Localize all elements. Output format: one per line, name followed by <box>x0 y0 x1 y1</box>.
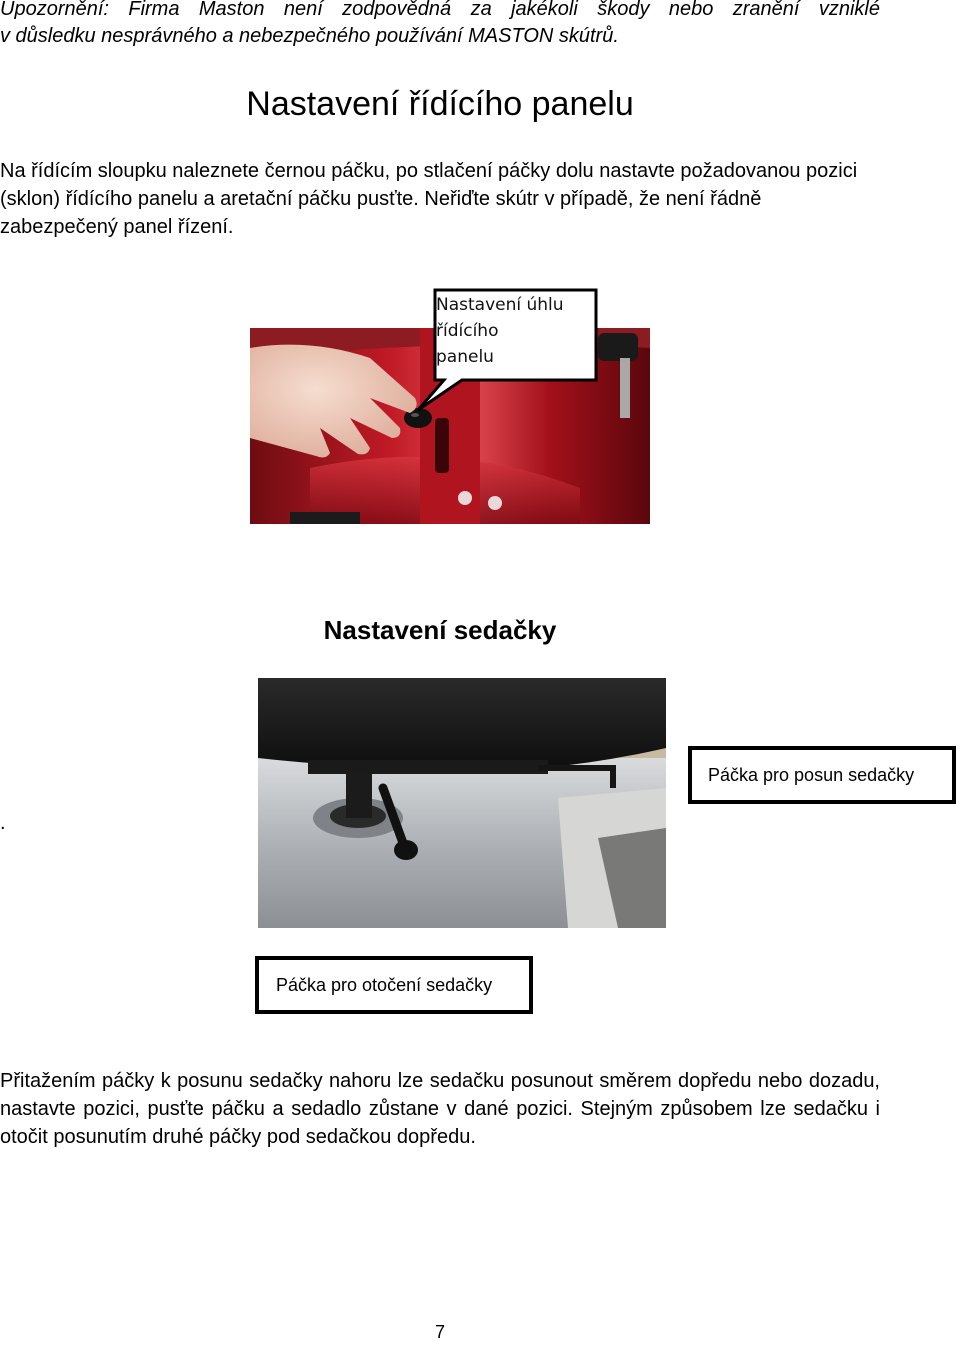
callout-line-1: Nastavení úhlu <box>436 295 564 315</box>
seat-photo <box>258 678 666 928</box>
callout-label <box>436 292 594 370</box>
warning-line-2: v důsledku nesprávného a nebezpečného používání MASTON skútrů. <box>0 25 619 47</box>
callout-line-3: panelu <box>436 347 494 367</box>
warning-notice <box>0 0 880 50</box>
seat-instructions: Přitažením páčky k posunu sedačky nahoru lze sedačku posunout směrem dopředu nebo dozadu, nastavte pozici, pusťte páčku a sedadlo zůstane v dané pozici. Stejným způsobem lze sedačku i otočit posunutím druhé páčky pod sedačkou dopředu. <box>0 1070 880 1148</box>
page-number: 7 <box>434 1322 445 1342</box>
seat-illustration <box>258 678 666 928</box>
section-title-seat: Nastavení sedačky <box>323 615 557 645</box>
steering-column-photo <box>250 288 650 524</box>
label-slide-lever <box>688 746 956 804</box>
section-title-steering-panel: Nastavení řídícího panelu <box>246 85 634 123</box>
callout-line-2: řídícího <box>436 321 499 341</box>
label-slide-lever-text: Páčka pro posun sedačky <box>708 764 915 785</box>
steering-panel-instructions: Na řídícím sloupku naleznete černou páčku, po stlačení páčky dolu nastavte požadovanou pozici (sklon) řídícího panelu a aretační páčku pusťte. Neřiďte skútr v případě, že není řádně zabezpečený panel řízení. <box>0 160 858 238</box>
label-rotate-lever <box>255 956 533 1014</box>
warning-line-1: Upozornění: Firma Maston není zodpovědná za jakékoli škody nebo zranění vzniklé <box>0 0 880 20</box>
label-rotate-lever-text: Páčka pro otočení sedačky <box>276 974 493 995</box>
stray-dot: . <box>0 812 6 834</box>
